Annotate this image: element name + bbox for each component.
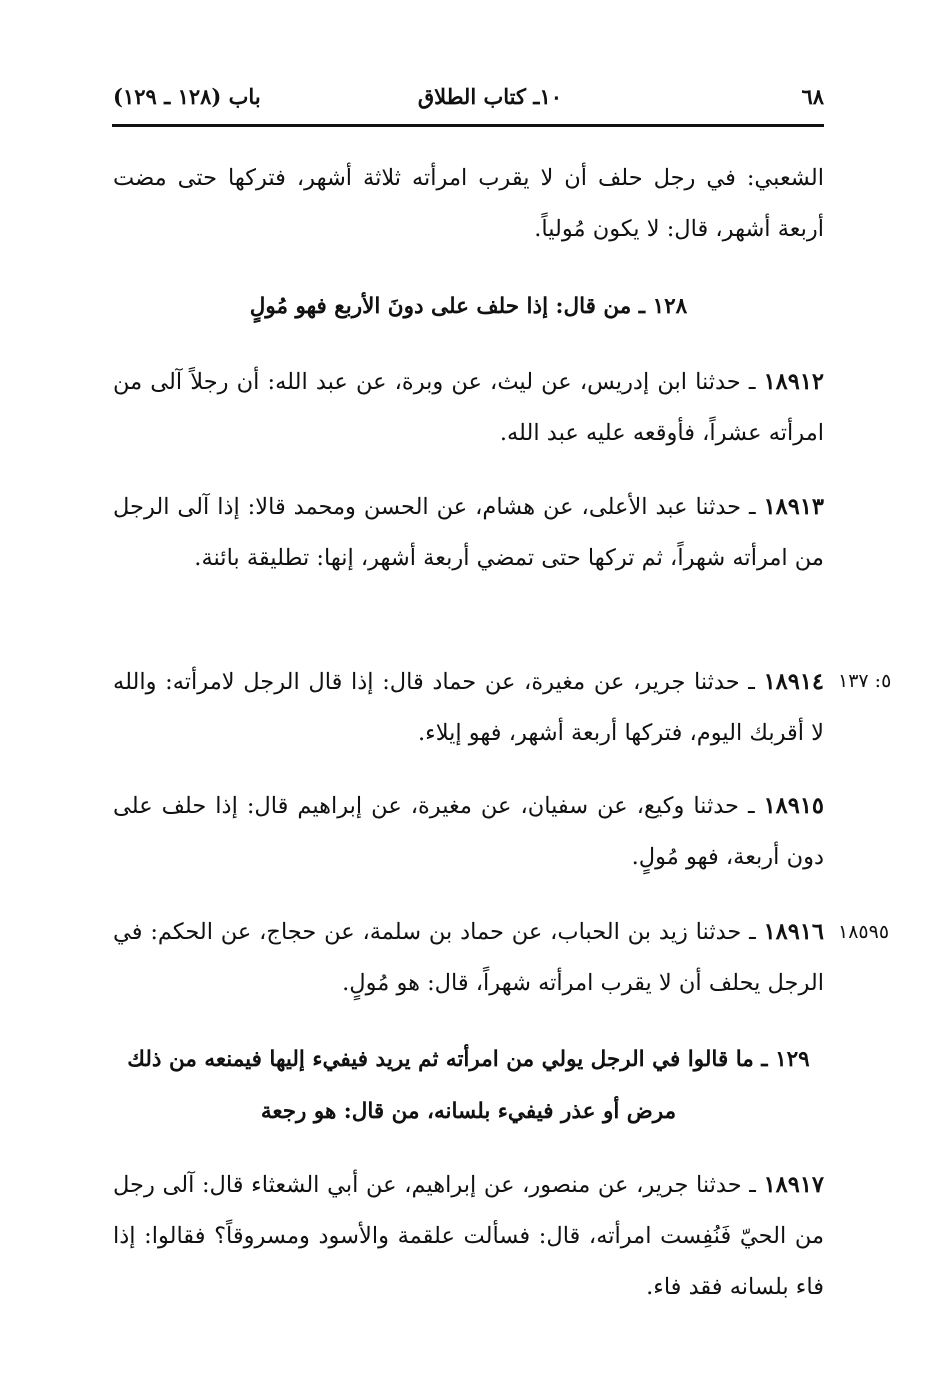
running-header [113, 78, 824, 118]
hadith-number: ١٨٩١٥ [763, 793, 824, 819]
hadith-number: ١٨٩١٦ [763, 919, 824, 945]
book-title: ١٠ـ كتاب الطلاق [417, 84, 562, 109]
header-rule [112, 124, 824, 127]
hadith-text: ـ حدثنا عبد الأعلى، عن هشام، عن الحسن ومحمد قالا: إذا آلى الرجل من امرأته شهراً، ثم تركها حتى تمضي أربعة أشهر، إنها: تطليقة بائنة. [113, 494, 824, 571]
page-number: ٦٨ [801, 84, 824, 109]
hadith-18914 [113, 657, 824, 759]
hadith-text: ـ حدثنا ابن إدريس، عن ليث، عن وبرة، عن عبد الله: أن رجلاً آلى من امرأته عشراً، فأوقعه عليه عبد الله. [113, 369, 824, 446]
hadith-18916 [113, 907, 824, 1009]
hadith-number: ١٨٩١٧ [763, 1172, 824, 1198]
hadith-number: ١٨٩١٣ [763, 494, 824, 520]
chapter-heading-129: ١٢٩ ـ ما قالوا في الرجل يولي من امرأته ثم يريد فيفيء إليها فيمنعه من ذلك مرض أو عذر فيفيء بلسانه، من قال: هو رجعة [127, 1047, 810, 1124]
hadith-18913 [113, 482, 824, 584]
hadith-18915 [113, 781, 824, 883]
chapter-heading-128: ١٢٨ ـ من قال: إذا حلف على دونَ الأربع فهو مُولٍ [249, 294, 688, 319]
hadith-text: ـ حدثنا وكيع، عن سفيان، عن مغيرة، عن إبراهيم قال: إذا حلف على دون أربعة، فهو مُولٍ. [113, 793, 824, 870]
hadith-text: ـ حدثنا جرير، عن مغيرة، عن حماد قال: إذا قال الرجل لامرأته: والله لا أقربك اليوم، فتركها أربعة أشهر، فهو إيلاء. [113, 669, 824, 746]
hadith-18912 [113, 357, 824, 459]
hadith-text: ـ حدثنا جرير، عن منصور، عن إبراهيم، عن أبي الشعثاء قال: آلى رجل من الحيّ فَنُفِست امرأته، قال: فسألت علقمة والأسود ومسروقاً؟ فقالوا: إذا فاء بلسانه فقد فاء. [113, 1172, 824, 1300]
hadith-text: ـ حدثنا زيد بن الحباب، عن حماد بن سلمة، عن حجاج، عن الحكم: في الرجل يحلف أن لا يقرب امرأته شهراً، قال: هو مُولٍ. [113, 919, 824, 996]
margin-reference: ٥: ١٣٧ [838, 670, 892, 692]
margin-reference: ١٨٥٩٥ [838, 921, 890, 943]
continuation-paragraph [113, 153, 824, 255]
hadith-number: ١٨٩١٤ [763, 669, 825, 695]
chapter-range: باب (١٢٨ ـ ١٢٩) [113, 84, 261, 109]
hadith-18917 [113, 1160, 824, 1313]
paragraph-text: الشعبي: في رجل حلف أن لا يقرب امرأته ثلاثة أشهر، فتركها حتى مضت أربعة أشهر، قال: لا يكون مُولياً. [113, 165, 824, 242]
hadith-number: ١٨٩١٢ [763, 369, 824, 395]
